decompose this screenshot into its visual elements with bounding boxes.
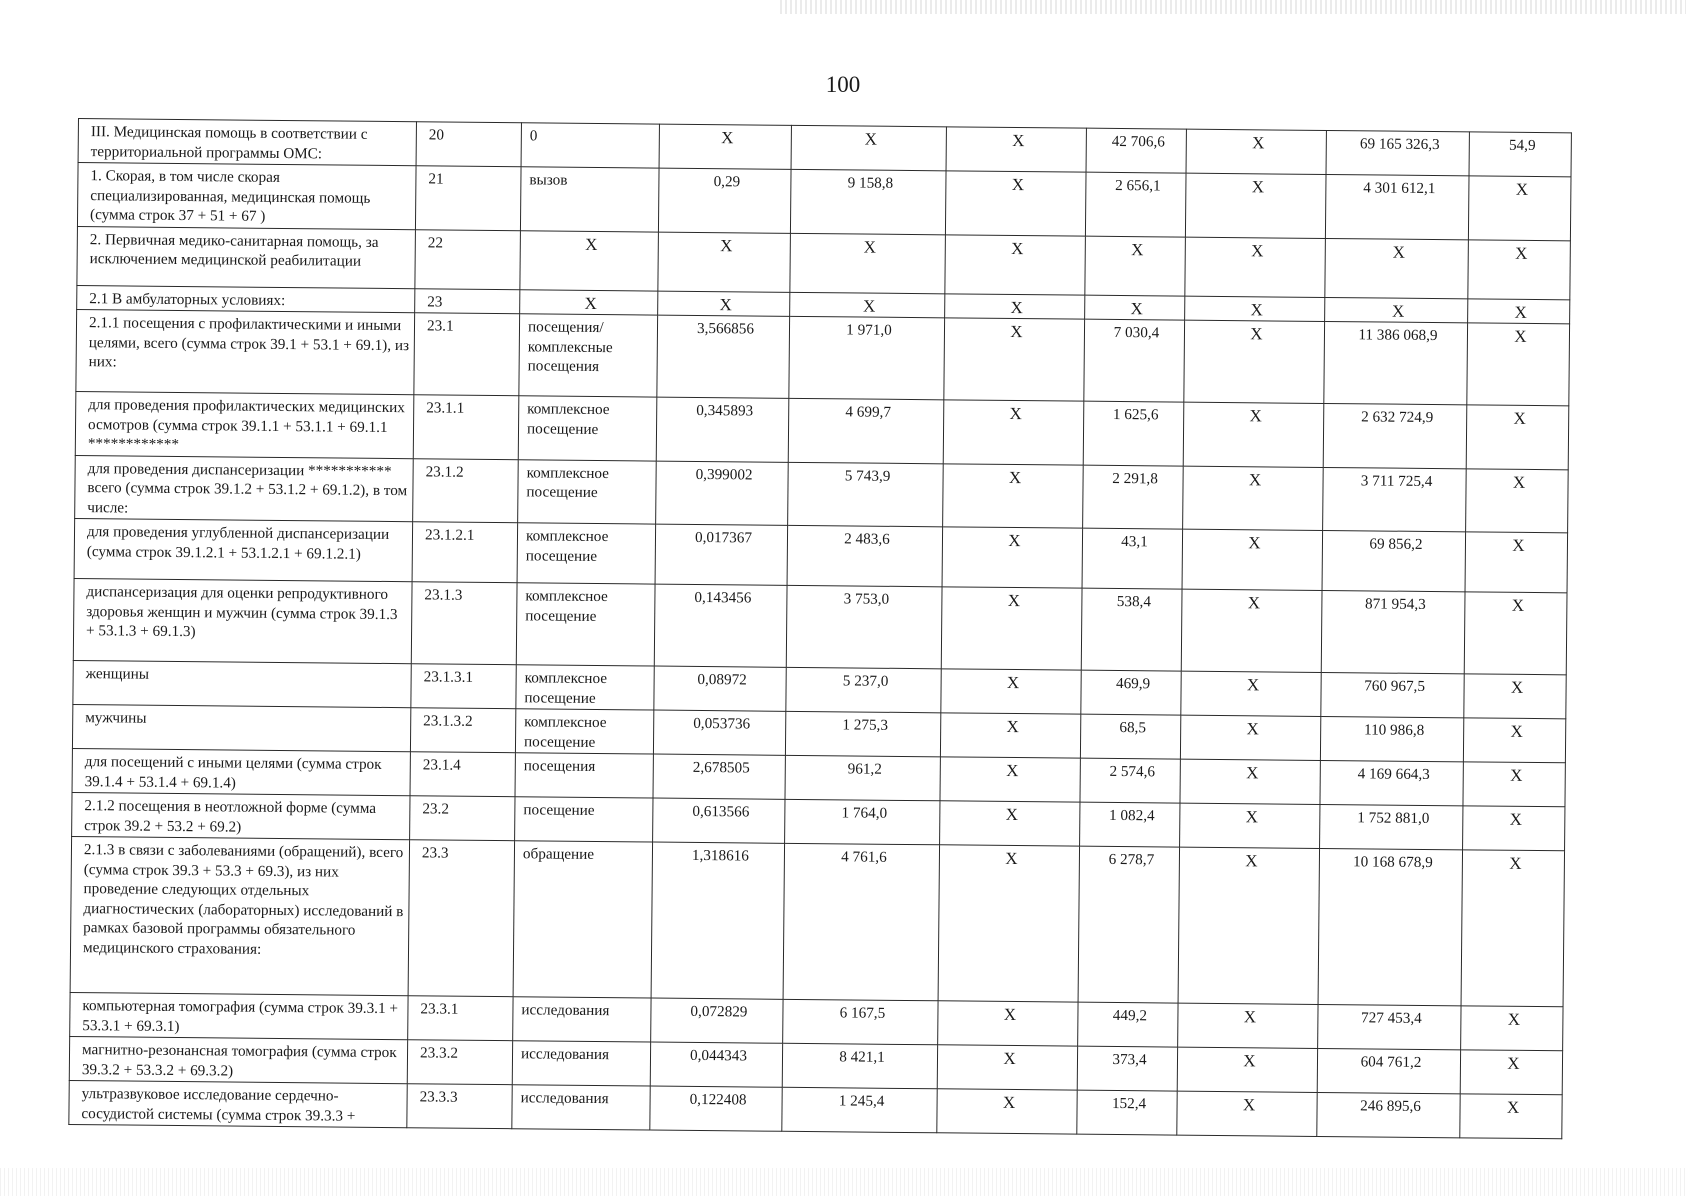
cell-name: 2.1 В амбулаторных условиях: <box>77 285 415 313</box>
cell-value: 5 743,9 <box>788 462 944 527</box>
cell-value: 1 275,3 <box>785 711 940 756</box>
cell-name: 2.1.1 посещения с профилактическими и иными целями, всего (сумма строк 39.1 + 53.1 + 69.1), из них: <box>76 309 415 394</box>
table-row <box>70 836 1564 1006</box>
cell-value: X <box>1468 176 1571 240</box>
cell-unit: исследования <box>513 997 651 1042</box>
cell-value: X <box>938 1001 1078 1046</box>
cell-value: 871 954,3 <box>1321 590 1465 673</box>
cell-value: 1 245,4 <box>782 1087 937 1132</box>
cell-value: X <box>1177 1091 1317 1136</box>
cell-value: X <box>1180 759 1320 804</box>
cell-value: X <box>940 801 1080 846</box>
cell-value: X <box>1085 295 1185 320</box>
cell-unit: 0 <box>521 123 659 168</box>
cell-value: 246 895,6 <box>1317 1092 1460 1137</box>
cell-value: X <box>940 757 1080 802</box>
data-table <box>68 118 1572 1139</box>
cell-value: 961,2 <box>785 755 940 800</box>
cell-value: 604 761,2 <box>1317 1048 1460 1093</box>
cell-name: 1. Скорая, в том числе скорая специализированная, медицинская помощь (сумма строк 37 + 51 + 67 ) <box>77 163 416 230</box>
cell-value: 1 971,0 <box>789 316 945 399</box>
cell-code: 23.1.2.1 <box>412 522 518 583</box>
cell-value: 760 967,5 <box>1321 672 1464 717</box>
cell-value: X <box>1180 715 1320 760</box>
cell-code: 23.3.3 <box>407 1084 512 1129</box>
cell-code: 20 <box>416 122 521 167</box>
cell-value: 0,072829 <box>651 998 783 1043</box>
cell-code: 23.1.2 <box>413 458 519 523</box>
cell-code: 23.3 <box>408 840 514 997</box>
cell-value: X <box>1183 466 1324 531</box>
cell-value: 1 082,4 <box>1080 802 1180 847</box>
cell-code: 22 <box>415 229 521 289</box>
cell-value: 1 764,0 <box>785 799 940 844</box>
cell-value: X <box>1085 236 1186 296</box>
cell-value: 2 632 724,9 <box>1323 403 1467 468</box>
cell-name: компьютерная томография (сумма строк 39.3.1 + 53.3.1 + 69.3.1) <box>70 992 408 1039</box>
cell-value: X <box>937 1089 1077 1134</box>
cell-unit: X <box>520 230 659 290</box>
cell-value: X <box>1463 806 1565 851</box>
cell-code: 23 <box>415 288 520 314</box>
cell-value: X <box>1185 296 1325 322</box>
cell-value: X <box>1460 1050 1562 1095</box>
cell-value: X <box>946 127 1086 172</box>
cell-value: X <box>1465 532 1568 593</box>
cell-value: X <box>1460 1094 1562 1139</box>
cell-value: X <box>938 845 1079 1002</box>
cell-unit: вызов <box>520 167 659 232</box>
cell-code: 23.3.2 <box>407 1040 512 1085</box>
cell-name: магнитно-резонансная томография (сумма строк 39.3.2 + 53.3.2 + 69.3.2) <box>69 1036 407 1083</box>
cell-unit: обращение <box>513 841 652 998</box>
cell-unit: посещения <box>515 753 653 798</box>
cell-value: X <box>941 587 1082 670</box>
cell-value: X <box>658 291 790 317</box>
page-number: 100 <box>825 72 861 97</box>
cell-value: 152,4 <box>1077 1090 1177 1135</box>
cell-value: X <box>941 669 1081 714</box>
cell-unit: комплексное посещение <box>516 583 655 666</box>
cell-value: X <box>1181 589 1322 672</box>
cell-value: 2 291,8 <box>1083 465 1184 529</box>
cell-value: 2 656,1 <box>1085 172 1186 236</box>
cell-name: диспансеризация для оценки репродуктивного здоровья женщин и мужчин (сумма строк 39.1.3 + 53.1.3 + 69.1.3) <box>73 578 412 663</box>
cell-code: 23.1.3.2 <box>410 708 515 753</box>
cell-value: 4 761,6 <box>783 843 939 1000</box>
cell-value: 0,399002 <box>656 461 789 526</box>
cell-value: 0,122408 <box>650 1086 782 1131</box>
cell-value: X <box>790 233 946 293</box>
cell-value: X <box>1184 320 1325 403</box>
cell-value: X <box>940 713 1080 758</box>
cell-value: 0,017367 <box>655 524 788 585</box>
cell-value: 10 168 678,9 <box>1318 848 1462 1005</box>
cell-value: 0,613566 <box>653 798 785 843</box>
cell-value: 9 158,8 <box>790 169 946 234</box>
cell-unit: комплексное посещение <box>518 396 657 461</box>
cell-code: 23.1.1 <box>413 395 519 460</box>
cell-value: 2,678505 <box>653 754 785 799</box>
cell-name: для проведения профилактических медицинских осмотров (сумма строк 39.1.1 + 53.1.1 + 69.1.1 ************ <box>75 391 414 458</box>
cell-value: 5 237,0 <box>786 667 941 712</box>
cell-value: X <box>1466 405 1569 469</box>
cell-value: 69 856,2 <box>1322 530 1466 591</box>
cell-value: X <box>1325 238 1469 298</box>
table-row <box>76 309 1570 405</box>
cell-value: 449,2 <box>1078 1002 1178 1047</box>
cell-value: X <box>1177 1047 1317 1092</box>
cell-value: 54,9 <box>1469 132 1571 177</box>
cell-name: для проведения диспансеризации *********** всего (сумма строк 39.1.2 + 53.1.2 + 69.1.2), в том числе: <box>75 455 414 522</box>
cell-value: 0,08972 <box>654 666 786 711</box>
cell-value: X <box>1464 592 1567 675</box>
cell-value: 43,1 <box>1082 528 1183 589</box>
cell-value: X <box>1463 718 1565 763</box>
cell-value: X <box>791 125 946 170</box>
cell-value: X <box>945 293 1085 319</box>
cell-code: 23.1.4 <box>410 752 515 797</box>
cell-value: X <box>943 463 1084 528</box>
cell-code: 23.1.3.1 <box>411 664 516 709</box>
cell-name: ультразвуковое исследование сердечно-сосудистой системы (сумма строк 39.3.3 + <box>69 1080 407 1127</box>
cell-value: 2 574,6 <box>1080 758 1180 803</box>
cell-value: X <box>1461 1006 1563 1051</box>
cell-value: 3 753,0 <box>786 585 942 668</box>
cell-value: 69 165 326,3 <box>1326 130 1469 175</box>
cell-value: X <box>937 1045 1077 1090</box>
cell-value: 1 752 881,0 <box>1320 804 1463 849</box>
cell-value: 0,044343 <box>650 1042 782 1087</box>
cell-value: 11 386 068,9 <box>1324 321 1468 404</box>
cell-unit: комплексное посещение <box>516 665 654 710</box>
scan-edge-bottom <box>0 1168 1686 1196</box>
cell-value: 0,345893 <box>656 397 789 462</box>
cell-name: III. Медицинская помощь в соответствии с территориальной программы ОМС: <box>78 119 416 166</box>
cell-value: X <box>1468 239 1571 299</box>
cell-name: 2. Первичная медико-санитарная помощь, за исключением медицинской реабилитации <box>77 226 416 288</box>
cell-value: 8 421,1 <box>782 1043 937 1088</box>
cell-code: 23.1 <box>414 313 520 396</box>
cell-unit: посещения/комплексные посещения <box>519 314 658 397</box>
cell-value: 6 278,7 <box>1078 846 1179 1003</box>
cell-code: 23.1.3 <box>411 582 517 665</box>
cell-value: X <box>943 400 1084 465</box>
cell-value: 3 711 725,4 <box>1323 467 1467 532</box>
cell-value: 4 169 664,3 <box>1320 760 1463 805</box>
cell-name: женщины <box>73 660 411 707</box>
cell-name: для проведения углубленной диспансеризации (сумма строк 39.1.2.1 + 53.1.2.1 + 69.1.2.1) <box>74 518 413 581</box>
cell-value: X <box>658 232 791 292</box>
cell-value: 0,143456 <box>654 584 787 667</box>
cell-value: 469,9 <box>1081 670 1181 715</box>
cell-value: 373,4 <box>1077 1046 1177 1091</box>
cell-value: X <box>1182 529 1323 590</box>
cell-value: X <box>1181 671 1321 716</box>
cell-code: 23.3.1 <box>408 996 513 1041</box>
cell-unit: исследования <box>512 1041 650 1086</box>
cell-value: X <box>1178 1003 1318 1048</box>
cell-value: X <box>1464 674 1566 719</box>
cell-value: X <box>1461 850 1564 1007</box>
cell-value: X <box>1463 762 1565 807</box>
cell-value: X <box>1180 803 1320 848</box>
cell-value: 7 030,4 <box>1084 319 1185 402</box>
cell-value: X <box>1466 468 1569 532</box>
cell-code: 21 <box>415 166 521 231</box>
cell-value: X <box>1185 173 1326 238</box>
cell-value: 4 301 612,1 <box>1325 174 1469 239</box>
cell-name: 2.1.3 в связи с заболеваниями (обращений), всего (сумма строк 39.3 + 53.3 + 69.3), из них проведение следующих отдельных диагностических (лабораторных) исследований в рамках базовой программы обязательного медицинского страхования: <box>70 836 409 995</box>
scan-edge-top <box>780 0 1686 14</box>
cell-value: X <box>1186 129 1326 174</box>
cell-value: 538,4 <box>1081 588 1182 671</box>
cell-name: 2.1.2 посещения в неотложной форме (сумма строк 39.2 + 53.2 + 69.2) <box>72 792 410 839</box>
cell-value: 110 986,8 <box>1320 716 1463 761</box>
cell-value: 3,566856 <box>657 315 790 398</box>
cell-unit: комплексное посещение <box>515 709 653 754</box>
cell-value: X <box>1467 323 1570 406</box>
cell-value: 68,5 <box>1080 714 1180 759</box>
cell-value: X <box>944 318 1085 401</box>
cell-value: 727 453,4 <box>1318 1004 1461 1049</box>
cell-value: X <box>790 292 945 318</box>
cell-value: 1,318616 <box>651 842 784 999</box>
cell-name: мужчины <box>72 704 410 751</box>
cell-unit: посещение <box>515 797 653 842</box>
cell-value: X <box>945 171 1086 236</box>
cell-unit: комплексное посещение <box>517 523 656 584</box>
cell-value: X <box>1185 237 1326 297</box>
cell-value: X <box>1468 298 1570 323</box>
cell-value: 6 167,5 <box>783 999 938 1044</box>
cell-unit: комплексное посещение <box>518 459 657 524</box>
cell-value: 1 625,6 <box>1083 401 1184 465</box>
cell-unit: исследования <box>512 1085 650 1130</box>
cell-value: 0,053736 <box>653 710 785 755</box>
table-row <box>73 578 1567 674</box>
cell-value: 42 706,6 <box>1086 128 1186 173</box>
cell-value: X <box>1178 847 1319 1004</box>
cell-value: X <box>1325 297 1468 323</box>
cell-code: 23.2 <box>410 796 515 841</box>
cell-value: X <box>945 234 1086 294</box>
cell-name: для посещений с иными целями (сумма строк 39.1.4 + 53.1.4 + 69.1.4) <box>72 748 410 795</box>
cell-unit: X <box>520 289 658 315</box>
cell-value: X <box>1183 402 1324 467</box>
cell-value: 2 483,6 <box>787 525 943 586</box>
cell-value: 0,29 <box>658 168 791 233</box>
cell-value: 4 699,7 <box>788 398 944 463</box>
cell-value: X <box>942 527 1083 588</box>
cell-value: X <box>659 124 791 169</box>
